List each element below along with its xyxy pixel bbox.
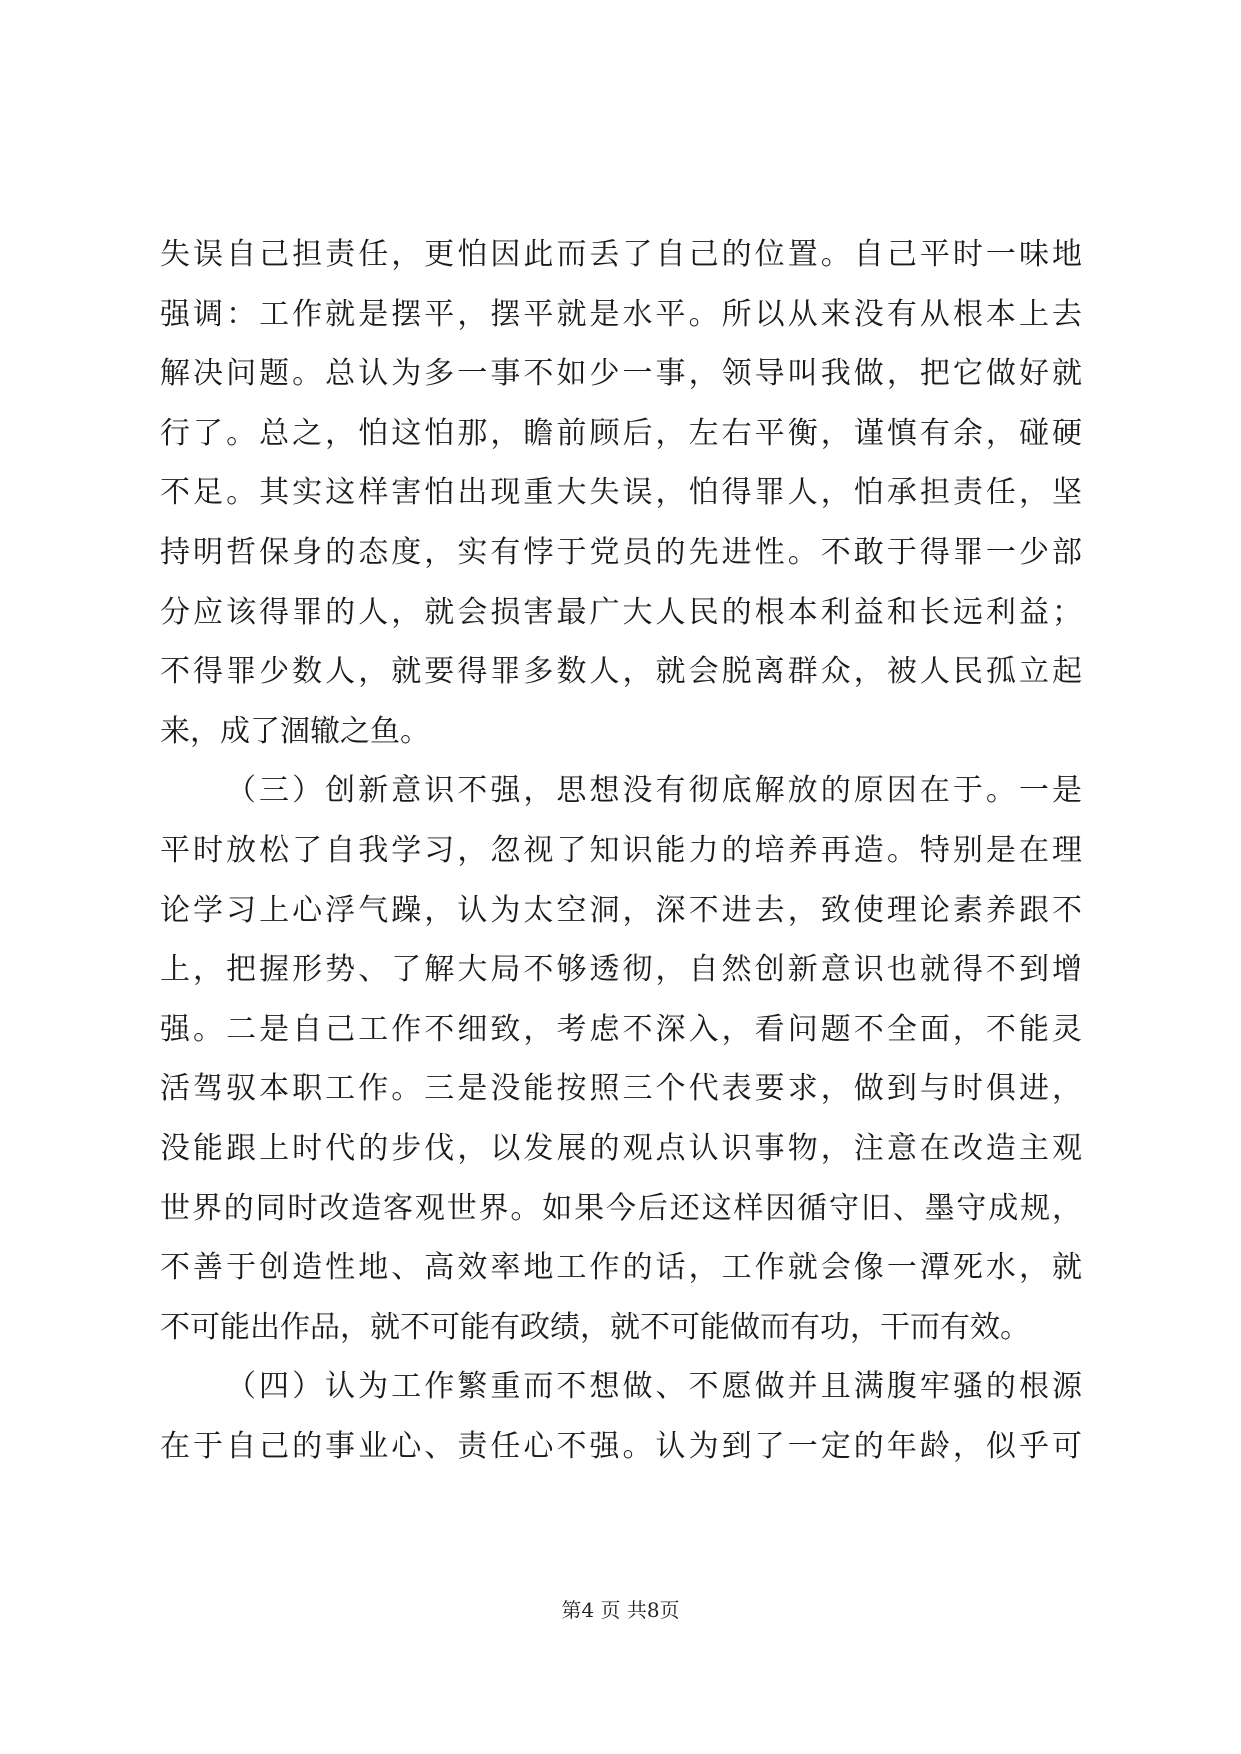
- paragraph: [160, 225, 1082, 761]
- text-line: 世界的同时改造客观世界。如果今后还这样因循守旧、墨守成规，: [160, 1190, 1082, 1226]
- page-footer: [0, 1595, 1241, 1625]
- text-line: 不可能出作品，就不可能有政绩，就不可能做而有功，干而有效。: [160, 1309, 1030, 1345]
- text-line: 分应该得罪的人，就会损害最广大人民的根本利益和长远利益；: [160, 594, 1082, 630]
- text-line: 论学习上心浮气躁，认为太空洞，深不进去，致使理论素养跟不: [160, 892, 1082, 928]
- paragraph: [160, 1357, 1082, 1476]
- text-line: 失误自己担责任，更怕因此而丢了自己的位置。自己平时一味地: [160, 237, 1082, 272]
- footer-prefix: 第: [561, 1598, 582, 1622]
- text-line: 解决问题。总认为多一事不如少一事，领导叫我做，把它做好就: [160, 356, 1082, 392]
- paragraph: [160, 761, 1082, 1357]
- text-line: 强调：工作就是摆平，摆平就是水平。所以从来没有从根本上去: [160, 296, 1082, 332]
- footer-total-pages: 8: [646, 1598, 660, 1622]
- text-line: （三）创新意识不强，思想没有彻底解放的原因在于。一是: [226, 773, 1082, 809]
- text-line: 平时放松了自我学习，忽视了知识能力的培养再造。特别是在理: [160, 832, 1082, 868]
- text-line: 不足。其实这样害怕出现重大失误，怕得罪人，怕承担责任，坚: [160, 475, 1082, 511]
- text-line: （四）认为工作繁重而不想做、不愿做并且满腹牢骚的根源: [226, 1369, 1082, 1405]
- text-line: 在于自己的事业心、责任心不强。认为到了一定的年龄，似乎可: [160, 1428, 1082, 1464]
- text-line: 持明哲保身的态度，实有悖于党员的先进性。不敢于得罪一少部: [160, 534, 1082, 570]
- footer-mid: 页 共: [600, 1598, 647, 1622]
- text-line: 上，把握形势、了解大局不够透彻，自然创新意识也就得不到增: [160, 952, 1082, 988]
- text-line: 强。二是自己工作不细致，考虑不深入，看问题不全面，不能灵: [160, 1011, 1082, 1047]
- text-line: 活驾驭本职工作。三是没能按照三个代表要求，做到与时俱进，: [160, 1071, 1082, 1107]
- text-line: 行了。总之，怕这怕那，瞻前顾后，左右平衡，谨慎有余，碰硬: [160, 415, 1082, 451]
- document-body: [160, 225, 1082, 1476]
- text-line: 来，成了涸辙之鱼。: [160, 713, 430, 749]
- text-line: 没能跟上时代的步伐，以发展的观点认识事物，注意在改造主观: [160, 1130, 1082, 1166]
- text-line: 不得罪少数人，就要得罪多数人，就会脱离群众，被人民孤立起: [160, 654, 1082, 690]
- footer-suffix: 页: [659, 1598, 680, 1622]
- text-line: 不善于创造性地、高效率地工作的话，工作就会像一潭死水，就: [160, 1250, 1082, 1286]
- footer-page-number: 4: [581, 1598, 595, 1622]
